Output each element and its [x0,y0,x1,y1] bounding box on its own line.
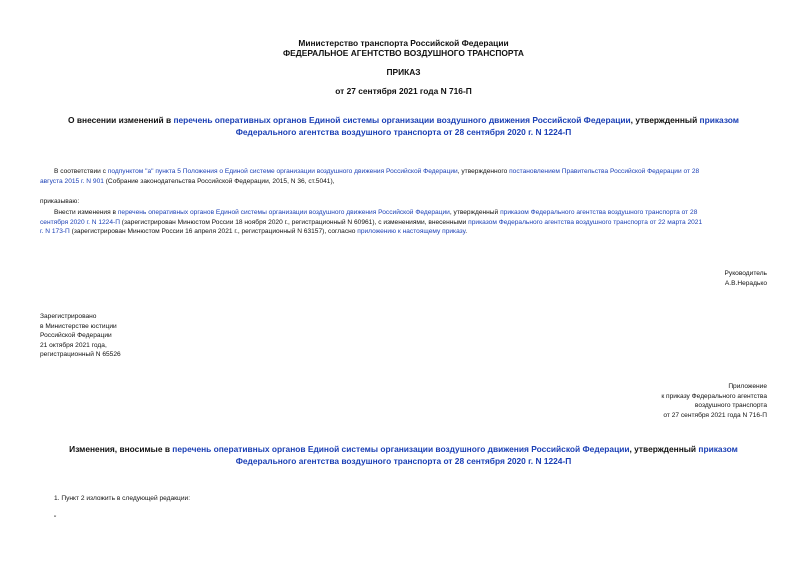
order-link-list[interactable]: перечень оперативных органов Единой системы организации воздушного движения Российской Федерации [117,209,450,216]
order-link-order-173[interactable]: приказом Федерального агентства воздушного транспорта от 22 марта 2021 [468,218,703,226]
registration-line-2: в Министерстве юстиции [40,322,117,330]
agency-heading: ФЕДЕРАЛЬНОЕ АГЕНТСТВО ВОЗДУШНОГО ТРАНСПОРТА [283,48,524,58]
order-link-order-1224-date[interactable]: сентября 2020 г. N 1224-П [40,218,120,226]
changes-title-middle: , утвержденный [629,444,699,454]
order-text-2: , утвержденный [449,209,501,216]
appendix-line-4: от 27 сентября 2021 года N 716-П [663,411,767,419]
basis-text-2: , утвержденного [457,168,510,175]
order-paragraph [40,208,770,237]
item-1: 1. Пункт 2 изложить в следующей редакции: [54,495,191,502]
registration-line-3: Российской Федерации [40,332,112,340]
order-text-1: Внести изменения в [54,209,118,216]
appendix-block [661,382,767,420]
basis-text-3: (Собрание законодательства Российской Федерации, 2015, N 36, ст.5041), [103,177,335,185]
order-text-4: (зарегистрирован Минюстом России 16 апреля 2021 г., регистрационный N 63157), согласно [69,228,358,236]
changes-title [30,443,777,467]
changes-title-prefix: Изменения, вносимые в [69,444,173,454]
basis-text-1: В соответствии с [54,168,108,175]
order-text-3: (зарегистрирован Минюстом России 18 ноября 2020 г., регистрационный N 60961), с изменениями, внесенными [119,218,469,226]
ministry-heading: Министерство транспорта Российской Федерации [298,38,509,48]
order-link-appendix[interactable]: приложению к настоящему приказу [357,228,466,236]
appendix-line-3: воздушного транспорта [694,402,767,410]
order-text-5: . [465,228,468,236]
changes-title-link-order[interactable]: приказом [698,444,738,454]
document-date-number: от 27 сентября 2021 года N 716-П [335,86,472,96]
basis-link-decree[interactable]: постановлением Правительства Российской Федерации от 28 [509,168,700,175]
title-middle: , утвержденный [630,115,700,125]
registration-block [40,312,121,360]
basis-link-decree-date[interactable]: августа 2015 г. N 901 [40,177,104,185]
signature-block [725,269,767,288]
signature-position: Руководитель [724,270,767,277]
registration-line-5: регистрационный N 65526 [40,351,121,359]
title-prefix: О внесении изменений в [68,115,174,125]
basis-paragraph [40,167,770,186]
title-link-order[interactable]: приказом [699,115,739,125]
title-link-order-details[interactable]: Федерального агентства воздушного транспорта от 28 сентября 2020 г. N 1224-П [235,127,572,137]
changes-title-link-order-details[interactable]: Федерального агентства воздушного транспорта от 28 сентября 2020 г. N 1224-П [235,456,572,466]
title-link-list[interactable]: перечень оперативных органов Единой системы организации воздушного движения Российской Федерации [173,115,631,125]
order-word: приказываю: [40,198,80,205]
order-link-order-173-number[interactable]: г. N 173-П [40,228,70,236]
changes-title-link-list[interactable]: перечень оперативных органов Единой системы организации воздушного движения Российской Федерации [172,444,630,454]
registration-line-4: 21 октября 2021 года, [40,341,107,349]
basis-link-regulation[interactable]: подпунктом "а" пункта 5 Положения о Единой системе организации воздушного движения Российской Федерации [107,168,458,175]
quote-mark: " [54,515,57,522]
appendix-line-1: Приложение [728,383,767,390]
signature-name: А.В.Нерадько [724,279,767,287]
order-link-order-1224[interactable]: приказом Федерального агентства воздушного транспорта от 28 [500,209,698,216]
appendix-line-2: к приказу Федерального агентства [661,392,767,400]
document-type: ПРИКАЗ [386,67,421,77]
document-title [30,114,777,138]
registration-line-1: Зарегистрировано [40,313,97,320]
